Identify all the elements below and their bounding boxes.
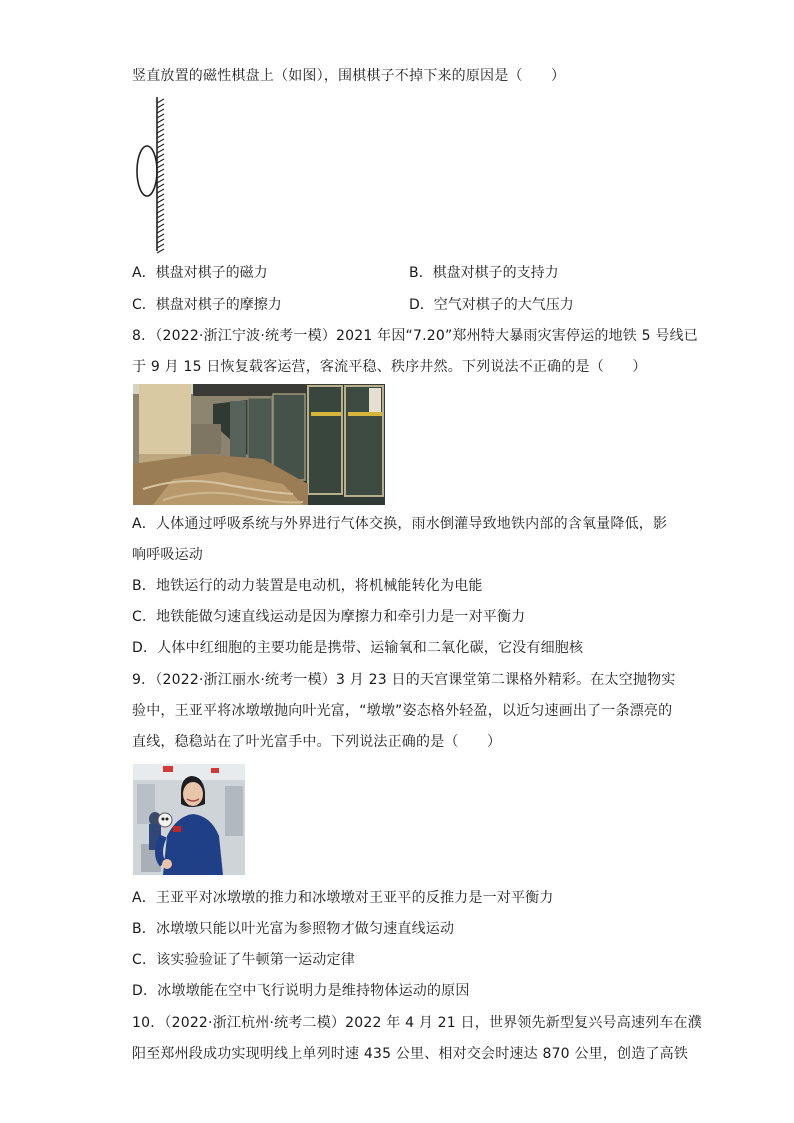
board-hatch-mark: [157, 169, 164, 173]
board-hatch-mark: [157, 159, 164, 163]
board-hatch-mark: [157, 129, 164, 133]
q10-stem-line2: 阳至郑州段成功实现明线上单列时速 435 公里、相对交会时速达 870 公里，创造了高铁: [132, 1046, 689, 1062]
board-hatch-mark: [157, 139, 164, 143]
q8-option-d[interactable]: D．人体中红细胞的主要功能是携带、运输氧和二氧化碳，它没有细胞核: [132, 640, 584, 656]
board-hatch-mark: [157, 114, 164, 118]
magnetic-board-diagram: [130, 95, 170, 255]
board-hatch-mark: [157, 189, 164, 193]
board-hatch-mark: [157, 234, 164, 238]
space-station-photo: [133, 764, 245, 875]
q8-option-a-line2[interactable]: 响呼吸运动: [132, 547, 203, 563]
q10-stem-line1: 10．（2022·浙江杭州·统考二模）2022 年 4 月 21 日，世界领先新型复兴号高速列车在濮: [132, 1015, 702, 1031]
q8-option-a-line1[interactable]: A．人体通过呼吸系统与外界进行气体交换，雨水倒灌导致地铁内部的含氧量降低，影: [132, 516, 668, 532]
board-hatch-mark: [157, 224, 164, 228]
board-hatch-mark: [157, 194, 164, 198]
board-hatch-mark: [157, 174, 164, 178]
board-hatch-mark: [157, 249, 164, 253]
board-hatch-mark: [157, 209, 164, 213]
board-hatch-mark: [157, 199, 164, 203]
board-hatch-mark: [157, 119, 164, 123]
board-hatch-mark: [157, 134, 164, 138]
board-hatch-mark: [157, 124, 164, 128]
board-hatch-mark: [157, 229, 164, 233]
q7-stem: 竖直放置的磁性棋盘上（如图），围棋棋子不掉下来的原因是（ ）: [132, 68, 566, 84]
q9-option-b[interactable]: B．冰墩墩只能以叶光富为参照物才做匀速直线运动: [132, 921, 455, 937]
q9-stem-line1: 9．（2022·浙江丽水·统考一模）3 月 23 日的天宫课堂第二课格外精彩。在太空抛物实: [132, 672, 676, 688]
board-hatch-mark: [157, 104, 164, 108]
q9-option-a[interactable]: A．王亚平对冰墩墩的推力和冰墩墩对王亚平的反推力是一对平衡力: [132, 890, 554, 906]
board-hatch-mark: [157, 99, 164, 103]
board-hatch-mark: [157, 164, 164, 168]
q8-option-c[interactable]: C．地铁能做匀速直线运动是因为摩擦力和牵引力是一对平衡力: [132, 609, 526, 625]
q9-option-d[interactable]: D．冰墩墩能在空中飞行说明力是维持物体运动的原因: [132, 983, 470, 999]
board-hatch-mark: [157, 149, 164, 153]
q9-stem-line3: 直线，稳稳站在了叶光富手中。下列说法正确的是（ ）: [132, 734, 502, 750]
board-hatch-mark: [157, 144, 164, 148]
board-hatch-mark: [157, 244, 164, 248]
q7-option-b[interactable]: B．棋盘对棋子的支持力: [409, 265, 559, 281]
board-hatch-mark: [157, 219, 164, 223]
chess-piece-shape: [137, 146, 157, 196]
board-hatch-mark: [157, 204, 164, 208]
q9-option-c[interactable]: C．该实验验证了牛顿第一运动定律: [132, 952, 355, 968]
board-hatch-mark: [157, 109, 164, 113]
board-hatch-mark: [157, 214, 164, 218]
q8-stem-line2: 于 9 月 15 日恢复载客运营，客流平稳、秩序井然。下列说法不正确的是（ ）: [132, 359, 647, 375]
board-hatch-mark: [157, 239, 164, 243]
q7-option-a[interactable]: A．棋盘对棋子的磁力: [132, 265, 268, 281]
q8-stem-line1: 8．（2022·浙江宁波·统考一模）2021 年因“7.20”郑州特大暴雨灾害停运的地铁 5 号线已: [132, 328, 698, 344]
flooded-subway-photo: [133, 384, 385, 505]
q7-option-d[interactable]: D．空气对棋子的大气压力: [409, 297, 574, 313]
q9-stem-line2: 验中，王亚平将冰墩墩抛向叶光富，“墩墩”姿态格外轻盈，以近匀速画出了一条漂亮的: [132, 703, 673, 719]
q7-option-c[interactable]: C．棋盘对棋子的摩擦力: [132, 297, 282, 313]
board-hatch-mark: [157, 154, 164, 158]
board-hatch-mark: [157, 184, 164, 188]
board-hatch-mark: [157, 179, 164, 183]
q8-option-b[interactable]: B．地铁运行的动力装置是电动机，将机械能转化为电能: [132, 578, 483, 594]
